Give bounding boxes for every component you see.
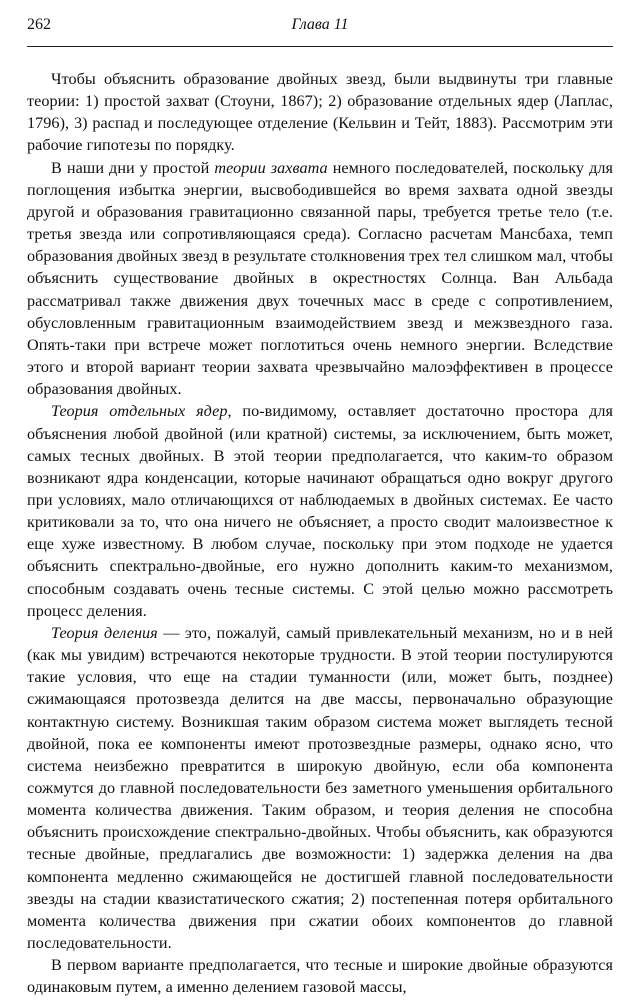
paragraph-first-variant [27, 954, 613, 998]
paragraph-fission-theory [27, 622, 613, 954]
text-segment: В наши дни у простой [51, 158, 215, 177]
paragraph-theories-intro [27, 68, 613, 157]
page-number: 262 [27, 16, 51, 33]
italic-term: теории захвата [214, 158, 328, 177]
italic-term: Теория отдельных ядер [51, 402, 228, 421]
page-header [27, 16, 613, 38]
text-segment: Чтобы объяснить образование двойных звезд, были выдвинуты три главные теории: 1) простой захват (Стоуни, 1867); 2) образование отдельных ядер (Лаплас, 1796), 3) распад и последующее отделение (Кельвин и Тейт, 1883). Рассмотрим эти рабочие гипотезы по порядку. [27, 70, 613, 155]
paragraph-capture-theory [27, 157, 613, 401]
text-segment: В первом варианте предполагается, что тесные и широкие двойные образуются одинаковым путем, а именно делением газовой массы, [27, 956, 613, 997]
header-rule [27, 46, 613, 47]
paragraph-separate-nuclei-theory [27, 400, 613, 622]
text-segment: немного последователей, поскольку для поглощения избытка энергии, высвободившейся во время захвата одной звезды другой и образования гравитационно связанной пары, требуется третье тело (т.е. третья звезда или сопротивляющаяся среда). Согласно расчетам Мансбаха, темп образования двойных звезд в результате столкновения трех тел слишком мал, чтобы объяснить существование двойных в окрестностях Солнца. Ван Альбада рассматривал также движения двух точечных масс в среде с сопротивлением, обусловленным гравитационным взаимодействием звезд и межзвездного газа. Опять-таки при встрече может поглотиться очень немного энергии. Вследствие этого и второй вариант теории захвата чрезвычайно малоэффективен в процессе образования двойных. [27, 158, 613, 399]
italic-term: Теория деления [51, 623, 158, 642]
text-segment: , по-видимому, оставляет достаточно простора для объяснения любой двойной (или кратной) системы, за исключением, быть может, самых тесных двойных. В этой теории предполагается, что каким-то образом возникают ядра конденсации, которые начинают обращаться одно вокруг другого при условиях, мало отличающихся от наблюдаемых в двойных системах. Ее часто критиковали за то, что она ничего не объясняет, а просто сводит малоизвестное к еще хуже известному. В любом случае, поскольку при этом подходе не удается объяснить спектрально-двойные, его нужно дополнить каким-то механизмом, способным создавать очень тесные системы. С этой целью можно рассмотреть процесс деления. [27, 402, 613, 620]
text-segment: — это, пожалуй, самый привлекательный механизм, но и в ней (как мы увидим) встречаются некоторые трудности. В этой теории постулируются такие условия, что еще на стадии туманности (или, может быть, позднее) сжимающаяся протозвезда делится на две массы, первоначально образующие контактную систему. Возникшая таким образом система может выглядеть тесной двойной, пока ее компоненты имеют протозвездные размеры, однако ясно, что система неизбежно превратится в широкую двойную, если оба компонента сожмутся до главной последовательности без заметного уменьшения орбитального момента количества движения. Таким образом, и теория деления не способна объяснить происхождение спектрально-двойных. Чтобы объяснить, как образуются тесные двойные, предлагались две возможности: 1) задержка деления на два компонента медленно сжимающейся не достигшей главной последовательности звезды на стадии квазистатического сжатия; 2) постепенная потеря орбитального момента количества движения при сжатии обоих компонентов до главной последовательности. [27, 623, 614, 953]
chapter-title: Глава 11 [291, 16, 349, 33]
body-text [27, 68, 613, 999]
